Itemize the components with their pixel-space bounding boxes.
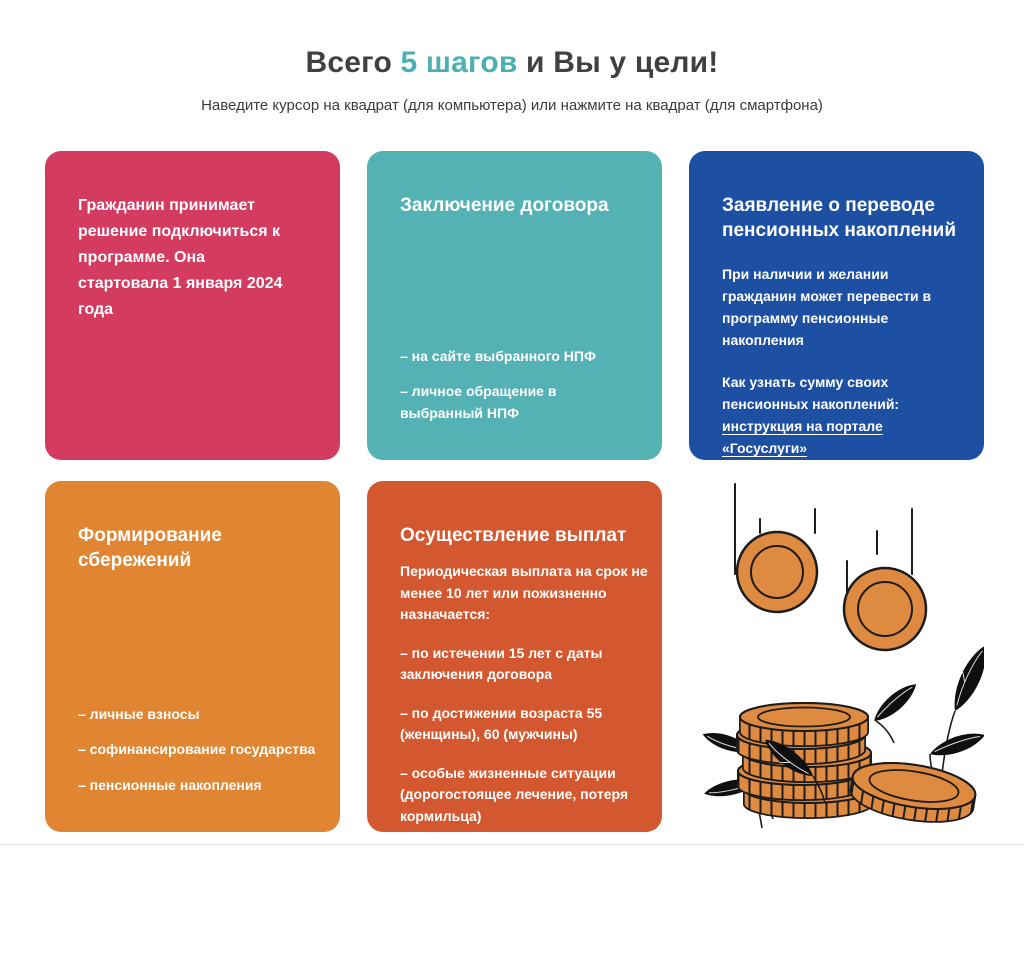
page-header: [0, 0, 1024, 114]
page-subtitle: Наведите курсор на квадрат (для компьютера) или нажмите на квадрат (для смартфона): [201, 97, 823, 114]
list-item: – софинансирование государства: [78, 741, 316, 757]
list-item: – на сайте выбранного НПФ: [400, 347, 596, 364]
step-5-body: Периодическая выплата на срок не менее 10 лет или пожизненно назначается:: [400, 563, 648, 623]
coin-stack-icon: [737, 703, 872, 818]
list-item: – по достижении возраста 55 (женщины), 60 (мужчины): [400, 704, 603, 743]
falling-coin-icon: [737, 532, 817, 612]
step-card-3-transfer-application[interactable]: [689, 151, 984, 460]
step-2-list: [400, 346, 646, 425]
section-divider: [0, 844, 1024, 845]
list-item: – личные взносы: [78, 705, 200, 722]
step-3-link-intro: Как узнать сумму своих пенсионных накоплений:: [722, 373, 900, 412]
title-prefix: Всего: [305, 46, 401, 79]
gosuslugi-instruction-link[interactable]: инструкция на портале «Госуслуги»: [722, 417, 883, 456]
coins-illustration-cell: [689, 481, 984, 832]
step-card-4-savings-formation[interactable]: [45, 481, 340, 832]
falling-coins-illustration: [689, 481, 984, 832]
step-2-title: Заключение договора: [400, 195, 609, 216]
step-card-5-payments[interactable]: [367, 481, 662, 832]
list-item: – по истечении 15 лет с даты заключения договора: [400, 644, 603, 683]
step-card-2-contract[interactable]: [367, 151, 662, 460]
step-5-list: [400, 626, 654, 828]
step-5-title: Осуществление выплат: [400, 525, 627, 546]
step-3-title: Заявление о переводе пенсионных накоплений: [722, 195, 957, 242]
falling-coin-icon: [844, 568, 926, 650]
list-item: – особые жизненные ситуации (дорогостоящее лечение, потеря кормильца): [400, 764, 629, 824]
list-item: – пенсионные накопления: [78, 776, 262, 793]
steps-grid: [45, 151, 984, 832]
step-4-title: Формирование сбережений: [78, 525, 222, 572]
step-4-list: [78, 704, 332, 797]
step-3-body: При наличии и желании гражданин может перевести в программу пенсионные накопления: [722, 265, 932, 348]
step-card-1-decision[interactable]: [45, 151, 340, 460]
step-1-text: Гражданин принимает решение подключиться к программе. Она стартовала 1 января 2024 года: [78, 197, 283, 318]
title-suffix: и Вы у цели!: [517, 46, 719, 79]
list-item: – личное обращение в выбранный НПФ: [400, 383, 557, 421]
leaning-coin-icon: [847, 756, 978, 830]
title-accent-steps-count: 5 шагов: [400, 46, 518, 79]
page-title: [0, 46, 1024, 80]
